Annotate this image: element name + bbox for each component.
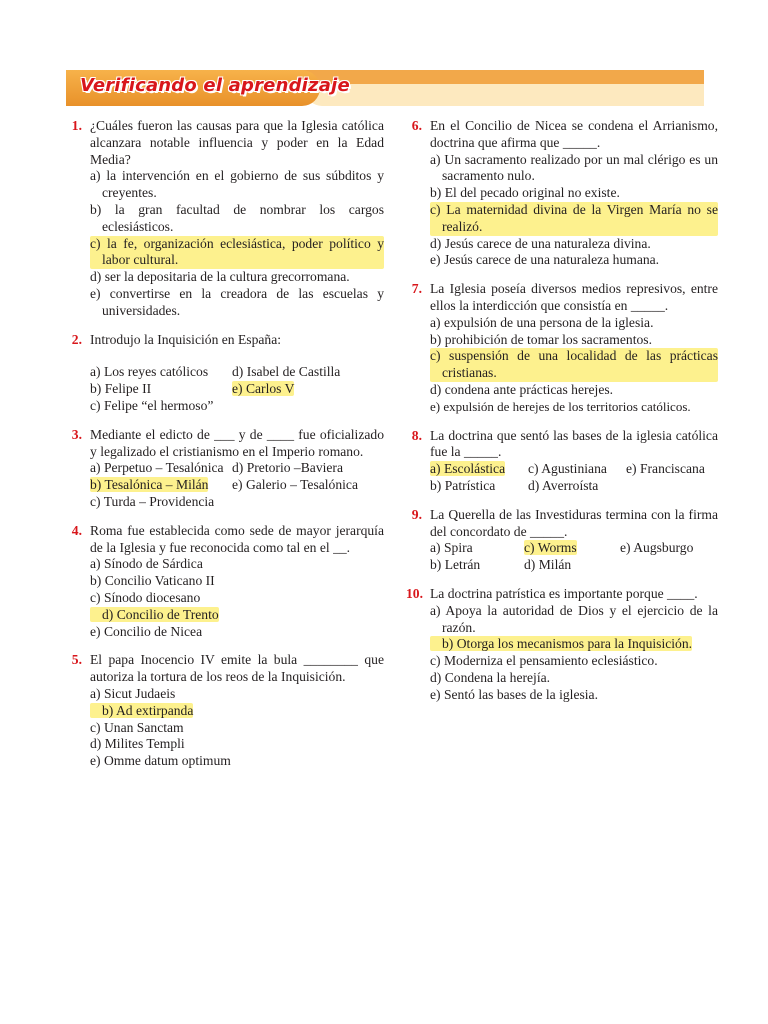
- answer-option-highlighted[interactable]: b) Otorga los mecanismos para la Inquisición.: [430, 636, 692, 651]
- question-8: [406, 428, 718, 495]
- answer-option[interactable]: c) Unan Sanctam: [90, 719, 184, 735]
- answer-option[interactable]: a) Spira: [430, 540, 473, 556]
- section-banner: [66, 70, 704, 108]
- question-9: [406, 507, 718, 574]
- answer-option[interactable]: c) Turda – Providencia: [90, 493, 215, 509]
- answer-option[interactable]: c) Felipe “el hermoso”: [90, 397, 214, 413]
- left-column: [66, 118, 384, 782]
- question-stem: Mediante el edicto de ___ y de ____ fue oficializado y legalizado el cristianismo en el Imperio romano.: [90, 426, 384, 459]
- answer-option-highlighted[interactable]: a) Escolástica: [430, 461, 506, 477]
- answer-option[interactable]: a) Sicut Judaeis: [90, 685, 176, 701]
- answer-option[interactable]: e) Omme datum optimum: [90, 753, 231, 769]
- question-2: [66, 332, 384, 415]
- question-number: 8.: [411, 427, 422, 443]
- answer-option[interactable]: a) expulsión de una persona de la iglesia.: [430, 314, 654, 330]
- answer-option[interactable]: c) Moderniza el pensamiento eclesiástico.: [430, 653, 658, 669]
- question-number: 1.: [71, 118, 82, 133]
- question-4: [66, 523, 384, 641]
- answer-option[interactable]: a) la intervención en el gobierno de sus súbditos y creyentes.: [90, 168, 384, 201]
- question-stem: La Querella de las Investiduras termina con la firma del concordato de _____.: [430, 506, 718, 539]
- question-stem: Introdujo la Inquisición en España:: [90, 331, 282, 347]
- answer-option[interactable]: e) Jesús carece de una naturaleza humana.: [430, 252, 660, 268]
- answer-option[interactable]: a) Un sacramento realizado por un mal clérigo es un sacramento nulo.: [430, 151, 718, 184]
- answer-option[interactable]: e) convertirse en la creadora de las escuelas y universidades.: [90, 285, 384, 318]
- answer-option[interactable]: e) expulsión de herejes de los territorios católicos.: [430, 398, 691, 414]
- question-number: 7.: [411, 281, 422, 297]
- answer-option[interactable]: e) Galerio – Tesalónica: [232, 477, 358, 493]
- question-stem: Roma fue establecida como sede de mayor jerarquía de la Iglesia y fue reconocida como tal en el __.: [90, 522, 384, 555]
- question-1: [66, 118, 384, 320]
- question-number: 10.: [406, 585, 423, 601]
- answer-option-highlighted[interactable]: b) Tesalónica – Milán: [90, 477, 209, 493]
- answer-option[interactable]: e) Sentó las bases de la iglesia.: [430, 686, 598, 702]
- answer-option[interactable]: d) Jesús carece de una naturaleza divina.: [430, 235, 651, 251]
- question-number: 6.: [411, 118, 422, 133]
- answer-option[interactable]: d) Milites Templi: [90, 736, 185, 752]
- question-7: [406, 281, 718, 415]
- answer-option[interactable]: a) Sínodo de Sárdica: [90, 556, 203, 572]
- answer-option[interactable]: a) Apoya la autoridad de Dios y el ejercicio de la razón.: [430, 602, 718, 635]
- question-stem: La doctrina patrística es importante porque ____.: [430, 585, 698, 601]
- question-10: [406, 586, 718, 704]
- question-stem: ¿Cuáles fueron las causas para que la Iglesia católica alcanzara notable influencia y poder en la Edad Media?: [90, 118, 384, 167]
- answer-option[interactable]: d) ser la depositaria de la cultura grecorromana.: [90, 269, 350, 285]
- question-3: [66, 427, 384, 511]
- answer-option[interactable]: b) El del pecado original no existe.: [430, 185, 620, 201]
- answer-option[interactable]: b) Letrán: [430, 557, 481, 573]
- question-number: 9.: [411, 506, 422, 522]
- question-5: [66, 652, 384, 770]
- answer-option-highlighted[interactable]: c) Worms: [524, 540, 577, 556]
- answer-option[interactable]: b) Felipe II: [90, 381, 152, 397]
- answer-option[interactable]: c) Sínodo diocesano: [90, 589, 201, 605]
- answer-option[interactable]: d) Averroísta: [528, 477, 599, 493]
- question-6: [406, 118, 718, 269]
- banner-light-bar: [306, 84, 704, 106]
- answer-option-highlighted[interactable]: b) Ad extirpanda: [90, 703, 193, 718]
- answer-option[interactable]: c) Agustiniana: [528, 461, 607, 477]
- answer-option[interactable]: b) la gran facultad de nombrar los cargos eclesiásticos.: [90, 201, 384, 234]
- question-number: 5.: [71, 652, 82, 668]
- question-number: 2.: [71, 331, 82, 347]
- answer-option[interactable]: d) condena ante prácticas herejes.: [430, 381, 614, 397]
- answer-option-highlighted[interactable]: d) Concilio de Trento: [90, 607, 219, 622]
- answer-option[interactable]: d) Condena la herejía.: [430, 669, 551, 685]
- answer-option[interactable]: e) Franciscana: [626, 461, 705, 477]
- answer-option[interactable]: d) Isabel de Castilla: [232, 364, 341, 380]
- answer-option[interactable]: a) Perpetuo – Tesalónica: [90, 460, 224, 476]
- answer-option[interactable]: b) Concilio Vaticano II: [90, 573, 215, 589]
- answer-option[interactable]: e) Augsburgo: [620, 540, 694, 556]
- question-stem: El papa Inocencio IV emite la bula ________ que autoriza la tortura de los reos de la Inquisición.: [90, 652, 384, 685]
- answer-option[interactable]: e) Concilio de Nicea: [90, 623, 203, 639]
- question-stem: En el Concilio de Nicea se condena el Arrianismo, doctrina que afirma que _____.: [430, 118, 718, 150]
- answer-option-highlighted[interactable]: c) suspensión de una localidad de las prácticas cristianas.: [430, 348, 718, 381]
- answer-option[interactable]: b) prohibición de tomar los sacramentos.: [430, 331, 652, 347]
- answer-option[interactable]: b) Patrística: [430, 477, 496, 493]
- answer-option[interactable]: d) Milán: [524, 557, 572, 573]
- question-stem: La doctrina que sentó las bases de la iglesia católica fue la _____.: [430, 427, 718, 460]
- question-stem: La Iglesia poseía diversos medios represivos, entre ellos la interdicción que consistía en _____.: [430, 281, 718, 313]
- answer-option-highlighted[interactable]: e) Carlos V: [232, 381, 295, 397]
- right-column: [406, 118, 718, 716]
- section-title: Verificando el aprendizaje: [80, 75, 350, 96]
- answer-option[interactable]: d) Pretorio –Baviera: [232, 460, 343, 476]
- question-number: 4.: [71, 522, 82, 538]
- answer-option-highlighted[interactable]: c) la fe, organización eclesiástica, poder político y labor cultural.: [90, 235, 384, 268]
- question-number: 3.: [71, 426, 82, 442]
- answer-option[interactable]: a) Los reyes católicos: [90, 364, 209, 380]
- answer-option-highlighted[interactable]: c) La maternidad divina de la Virgen María no se realizó.: [430, 201, 718, 234]
